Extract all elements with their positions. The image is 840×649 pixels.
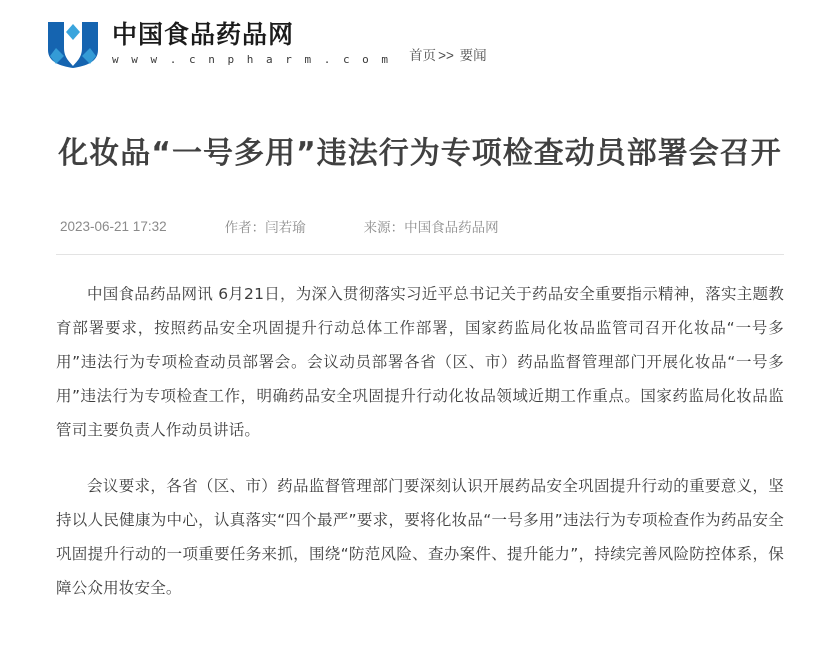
breadcrumb-home[interactable]: 首页	[409, 48, 437, 63]
cnpharm-logo-icon	[44, 18, 102, 70]
publish-date: 2023-06-21 17:32	[60, 218, 167, 234]
site-url: w w w . c n p h a r m . c o m	[112, 53, 392, 66]
article-source: 来源：中国食品药品网	[363, 220, 499, 235]
breadcrumb-current[interactable]: 要闻	[459, 48, 487, 63]
site-logo-text	[112, 20, 391, 68]
breadcrumb	[409, 44, 487, 64]
site-header	[0, 0, 840, 72]
site-name: 中国食品药品网	[112, 20, 295, 49]
meta-divider	[56, 254, 784, 255]
article-container	[0, 128, 840, 605]
article-author: 作者：闫若瑜	[224, 220, 306, 235]
page-title: 化妆品“一号多用”违法行为专项检查动员部署会召开	[58, 136, 782, 171]
breadcrumb-separator: >>	[438, 48, 454, 63]
article-meta	[56, 216, 784, 236]
article-paragraph: 会议要求，各省（区、市）药品监督管理部门要深刻认识开展药品安全巩固提升行动的重要意义，坚持以人民健康为中心，认真落实“四个最严”要求，要将化妆品“一号多用”违法行为专项检查作为药品安全巩固提升行动的一项重要任务来抓，围绕“防范风险、查办案件、提升能力”，持续完善风险防控体系，保障公众用妆安全。	[56, 477, 784, 597]
article-paragraph: 中国食品药品网讯 6月21日，为深入贯彻落实习近平总书记关于药品安全重要指示精神，落实主题教育部署要求，按照药品安全巩固提升行动总体工作部署，国家药监局化妆品监管司召开化妆品“一号多用”违法行为专项检查动员部署会。会议动员部署各省（区、市）药品监督管理部门开展化妆品“一号多用”违法行为专项检查工作，明确药品安全巩固提升行动化妆品领域近期工作重点。国家药监局化妆品监管司主要负责人作动员讲话。	[56, 285, 784, 439]
site-logo[interactable]	[44, 18, 391, 70]
article-body	[56, 277, 784, 605]
